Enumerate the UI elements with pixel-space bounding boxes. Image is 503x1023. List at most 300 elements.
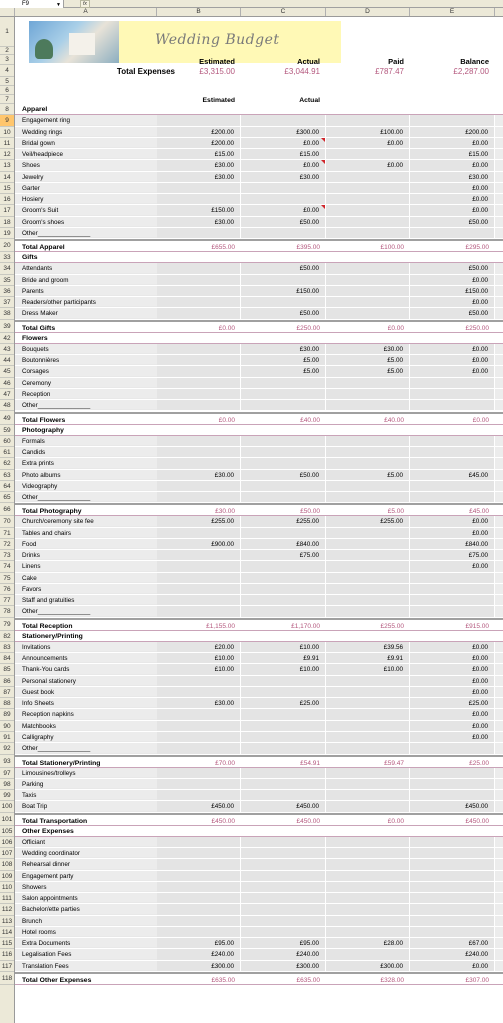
row-header[interactable]: 78: [0, 606, 14, 617]
cell-balance[interactable]: [410, 848, 495, 858]
row-header[interactable]: 20: [0, 239, 14, 252]
row-header[interactable]: 35: [0, 275, 14, 286]
cell-paid[interactable]: [326, 790, 410, 800]
cell-estimated[interactable]: £150.00: [157, 205, 241, 215]
cell-actual[interactable]: £0.00: [241, 160, 326, 170]
total-actual[interactable]: £635.00: [296, 976, 320, 984]
cell-actual[interactable]: [241, 927, 326, 937]
row-label[interactable]: Dress Maker: [22, 308, 157, 318]
row-header[interactable]: 87: [0, 687, 14, 698]
comment-indicator-icon[interactable]: [321, 205, 325, 209]
cell-balance[interactable]: [410, 768, 495, 778]
row-header[interactable]: 61: [0, 447, 14, 458]
row-header[interactable]: 48: [0, 400, 14, 411]
cell-balance[interactable]: [410, 859, 495, 869]
cell-estimated[interactable]: [157, 916, 241, 926]
row-header[interactable]: 84: [0, 653, 14, 664]
cell-balance[interactable]: £0.00: [410, 528, 495, 538]
cell-paid[interactable]: [326, 573, 410, 583]
row-header[interactable]: 89: [0, 709, 14, 720]
cell-estimated[interactable]: [157, 882, 241, 892]
cell-paid[interactable]: £0.00: [326, 160, 410, 170]
cell-paid[interactable]: £10.00: [326, 664, 410, 674]
cell-balance[interactable]: [410, 573, 495, 583]
cell-actual[interactable]: £15.00: [241, 149, 326, 159]
total-expenses-actual[interactable]: £3,044.91: [284, 67, 320, 76]
cell-actual[interactable]: [241, 275, 326, 285]
cell-paid[interactable]: [326, 183, 410, 193]
cell-balance[interactable]: £0.00: [410, 194, 495, 204]
cell-paid[interactable]: £0.00: [326, 138, 410, 148]
cell-paid[interactable]: [326, 595, 410, 605]
row-header[interactable]: 85: [0, 664, 14, 675]
total-estimated[interactable]: £1,155.00: [206, 622, 235, 630]
cell-estimated[interactable]: [157, 115, 241, 125]
cell-balance[interactable]: [410, 458, 495, 468]
row-header[interactable]: 117: [0, 961, 14, 972]
cell-paid[interactable]: [326, 779, 410, 789]
row-label[interactable]: Other_______________: [22, 492, 157, 502]
row-label[interactable]: Tables and chairs: [22, 528, 157, 538]
cell-actual[interactable]: [241, 447, 326, 457]
cell-estimated[interactable]: [157, 871, 241, 881]
cell-actual[interactable]: [241, 584, 326, 594]
row-header[interactable]: 34: [0, 263, 14, 274]
cell-estimated[interactable]: [157, 837, 241, 847]
row-header[interactable]: 63: [0, 470, 14, 481]
row-header[interactable]: 37: [0, 297, 14, 308]
row-label[interactable]: Other_______________: [22, 606, 157, 616]
cell-paid[interactable]: [326, 893, 410, 903]
cell-balance[interactable]: £15.00: [410, 149, 495, 159]
cell-balance[interactable]: [410, 481, 495, 491]
cell-balance[interactable]: [410, 779, 495, 789]
total-estimated[interactable]: £30.00: [215, 508, 235, 516]
row-label[interactable]: Parents: [22, 286, 157, 296]
cell-balance[interactable]: £0.00: [410, 961, 495, 971]
cell-actual[interactable]: £10.00: [241, 664, 326, 674]
row-label[interactable]: Rehearsal dinner: [22, 859, 157, 869]
cell-actual[interactable]: £50.00: [241, 470, 326, 480]
cell-balance[interactable]: £0.00: [410, 732, 495, 742]
cell-paid[interactable]: [326, 481, 410, 491]
cell-paid[interactable]: [326, 859, 410, 869]
cell-balance[interactable]: £0.00: [410, 205, 495, 215]
cell-estimated[interactable]: [157, 400, 241, 410]
cell-actual[interactable]: [241, 115, 326, 125]
cell-paid[interactable]: [326, 768, 410, 778]
row-header[interactable]: 9: [0, 115, 14, 126]
row-header[interactable]: 106: [0, 837, 14, 848]
cell-balance[interactable]: £0.00: [410, 344, 495, 354]
row-header[interactable]: 92: [0, 743, 14, 754]
cell-estimated[interactable]: [157, 263, 241, 273]
cell-actual[interactable]: [241, 389, 326, 399]
total-actual[interactable]: £395.00: [296, 244, 320, 252]
total-balance[interactable]: £45.00: [469, 508, 489, 516]
cell-paid[interactable]: [326, 263, 410, 273]
total-estimated[interactable]: £635.00: [211, 976, 235, 984]
cell-paid[interactable]: £5.00: [326, 366, 410, 376]
row-header[interactable]: 74: [0, 561, 14, 572]
cell-balance[interactable]: [410, 400, 495, 410]
cell-actual[interactable]: [241, 228, 326, 238]
cell-paid[interactable]: [326, 172, 410, 182]
row-header[interactable]: 6: [0, 86, 14, 95]
cell-paid[interactable]: [326, 458, 410, 468]
cell-balance[interactable]: £200.00: [410, 127, 495, 137]
cell-balance[interactable]: £0.00: [410, 709, 495, 719]
cell-balance[interactable]: [410, 893, 495, 903]
row-header[interactable]: 70: [0, 516, 14, 527]
cell-actual[interactable]: [241, 481, 326, 491]
row-header[interactable]: 108: [0, 859, 14, 870]
cell-paid[interactable]: £300.00: [326, 961, 410, 971]
row-label[interactable]: Linens: [22, 561, 157, 571]
row-label[interactable]: Engagement party: [22, 871, 157, 881]
total-balance[interactable]: £915.00: [465, 622, 489, 630]
row-label[interactable]: Boat Trip: [22, 801, 157, 811]
cell-actual[interactable]: £240.00: [241, 949, 326, 959]
cell-estimated[interactable]: [157, 275, 241, 285]
row-header[interactable]: 3: [0, 55, 14, 65]
cell-estimated[interactable]: [157, 297, 241, 307]
cell-estimated[interactable]: [157, 378, 241, 388]
row-label[interactable]: Candids: [22, 447, 157, 457]
cell-estimated[interactable]: £15.00: [157, 149, 241, 159]
cell-paid[interactable]: £28.00: [326, 938, 410, 948]
cell-paid[interactable]: [326, 848, 410, 858]
cell-actual[interactable]: [241, 904, 326, 914]
total-actual[interactable]: £40.00: [300, 416, 320, 424]
row-header[interactable]: 101: [0, 813, 14, 826]
cell-paid[interactable]: [326, 916, 410, 926]
cell-paid[interactable]: [326, 400, 410, 410]
cell-balance[interactable]: £50.00: [410, 263, 495, 273]
row-label[interactable]: Guest book: [22, 687, 157, 697]
cell-balance[interactable]: [410, 790, 495, 800]
cell-balance[interactable]: £0.00: [410, 366, 495, 376]
row-header[interactable]: 14: [0, 172, 14, 183]
row-label[interactable]: Church/ceremony site fee: [22, 516, 157, 526]
cell-actual[interactable]: [241, 297, 326, 307]
cell-balance[interactable]: £150.00: [410, 286, 495, 296]
total-paid[interactable]: £59.47: [384, 759, 404, 767]
row-label[interactable]: Invitations: [22, 642, 157, 652]
cell-paid[interactable]: [326, 447, 410, 457]
cell-balance[interactable]: £30.00: [410, 172, 495, 182]
cell-estimated[interactable]: [157, 436, 241, 446]
row-header[interactable]: 110: [0, 882, 14, 893]
row-header[interactable]: 38: [0, 308, 14, 319]
cell-paid[interactable]: [326, 709, 410, 719]
cell-balance[interactable]: [410, 389, 495, 399]
total-estimated[interactable]: £70.00: [215, 759, 235, 767]
cell-balance[interactable]: £75.00: [410, 550, 495, 560]
cell-balance[interactable]: [410, 436, 495, 446]
cell-estimated[interactable]: [157, 687, 241, 697]
cell-balance[interactable]: £0.00: [410, 183, 495, 193]
cell-balance[interactable]: £0.00: [410, 653, 495, 663]
row-header[interactable]: 100: [0, 801, 14, 812]
row-label[interactable]: Salon appointments: [22, 893, 157, 903]
row-header[interactable]: 99: [0, 790, 14, 801]
cell-estimated[interactable]: [157, 595, 241, 605]
total-expenses-balance[interactable]: £2,287.00: [453, 67, 489, 76]
cell-estimated[interactable]: [157, 308, 241, 318]
row-label[interactable]: Thank-You cards: [22, 664, 157, 674]
name-box[interactable]: [0, 0, 64, 8]
cell-estimated[interactable]: [157, 709, 241, 719]
cell-estimated[interactable]: [157, 561, 241, 571]
row-label[interactable]: Garter: [22, 183, 157, 193]
cell-balance[interactable]: £0.00: [410, 138, 495, 148]
cell-paid[interactable]: [326, 904, 410, 914]
cell-balance[interactable]: [410, 447, 495, 457]
cell-balance[interactable]: [410, 904, 495, 914]
row-label[interactable]: Cake: [22, 573, 157, 583]
cell-estimated[interactable]: [157, 768, 241, 778]
total-estimated[interactable]: £450.00: [211, 817, 235, 825]
row-header[interactable]: 4: [0, 65, 14, 77]
cell-actual[interactable]: £50.00: [241, 308, 326, 318]
row-label[interactable]: Other_______________: [22, 743, 157, 753]
cell-actual[interactable]: [241, 859, 326, 869]
cell-actual[interactable]: £75.00: [241, 550, 326, 560]
row-label[interactable]: Formals: [22, 436, 157, 446]
cell-balance[interactable]: £50.00: [410, 217, 495, 227]
function-icon[interactable]: fx: [80, 0, 90, 8]
row-label[interactable]: Reception: [22, 389, 157, 399]
row-label[interactable]: Hosiery: [22, 194, 157, 204]
row-label[interactable]: Wedding coordinator: [22, 848, 157, 858]
column-header-e[interactable]: E: [410, 8, 495, 16]
cell-paid[interactable]: [326, 698, 410, 708]
cell-paid[interactable]: [326, 308, 410, 318]
total-estimated[interactable]: £0.00: [218, 324, 235, 332]
row-header[interactable]: 17: [0, 205, 14, 216]
cell-balance[interactable]: £0.00: [410, 160, 495, 170]
row-header[interactable]: 109: [0, 871, 14, 882]
cell-paid[interactable]: [326, 882, 410, 892]
row-header[interactable]: 71: [0, 528, 14, 539]
cell-paid[interactable]: [326, 732, 410, 742]
cell-estimated[interactable]: [157, 447, 241, 457]
total-balance[interactable]: £307.00: [465, 976, 489, 984]
cell-estimated[interactable]: £95.00: [157, 938, 241, 948]
row-header[interactable]: 36: [0, 286, 14, 297]
cell-estimated[interactable]: [157, 606, 241, 616]
row-header[interactable]: 60: [0, 436, 14, 447]
cell-balance[interactable]: [410, 115, 495, 125]
row-header[interactable]: 15: [0, 183, 14, 194]
cell-balance[interactable]: £0.00: [410, 275, 495, 285]
row-label[interactable]: Extra Documents: [22, 938, 157, 948]
row-header[interactable]: 77: [0, 595, 14, 606]
total-balance[interactable]: £295.00: [465, 244, 489, 252]
cell-actual[interactable]: £255.00: [241, 516, 326, 526]
cell-paid[interactable]: £255.00: [326, 516, 410, 526]
cell-paid[interactable]: £30.00: [326, 344, 410, 354]
row-label[interactable]: Officiant: [22, 837, 157, 847]
row-header[interactable]: 39: [0, 320, 14, 333]
cell-balance[interactable]: £0.00: [410, 355, 495, 365]
cell-paid[interactable]: [326, 217, 410, 227]
cell-estimated[interactable]: [157, 366, 241, 376]
cell-estimated[interactable]: [157, 859, 241, 869]
row-label[interactable]: Bouquets: [22, 344, 157, 354]
cell-estimated[interactable]: £200.00: [157, 138, 241, 148]
cell-estimated[interactable]: £900.00: [157, 539, 241, 549]
row-label[interactable]: Photo albums: [22, 470, 157, 480]
cell-estimated[interactable]: [157, 528, 241, 538]
total-paid[interactable]: £0.00: [387, 817, 404, 825]
cell-estimated[interactable]: [157, 286, 241, 296]
cell-balance[interactable]: [410, 837, 495, 847]
cell-estimated[interactable]: [157, 848, 241, 858]
column-header-d[interactable]: D: [326, 8, 410, 16]
row-header[interactable]: 43: [0, 344, 14, 355]
row-label[interactable]: Boutonnières: [22, 355, 157, 365]
cell-estimated[interactable]: £30.00: [157, 172, 241, 182]
cell-paid[interactable]: [326, 743, 410, 753]
cell-actual[interactable]: [241, 848, 326, 858]
row-label[interactable]: Veil/headpiece: [22, 149, 157, 159]
row-label[interactable]: Parking: [22, 779, 157, 789]
cell-actual[interactable]: [241, 606, 326, 616]
row-header[interactable]: 47: [0, 389, 14, 400]
row-label[interactable]: Legalisation Fees: [22, 949, 157, 959]
cell-balance[interactable]: £840.00: [410, 539, 495, 549]
row-header[interactable]: 2: [0, 47, 14, 55]
row-label[interactable]: Reception napkins: [22, 709, 157, 719]
row-label[interactable]: Drinks: [22, 550, 157, 560]
cell-actual[interactable]: £30.00: [241, 172, 326, 182]
cell-balance[interactable]: £0.00: [410, 676, 495, 686]
cell-balance[interactable]: £450.00: [410, 801, 495, 811]
total-paid[interactable]: £328.00: [380, 976, 404, 984]
cell-paid[interactable]: [326, 584, 410, 594]
total-expenses-estimated[interactable]: £3,315.00: [199, 67, 235, 76]
total-paid[interactable]: £100.00: [380, 244, 404, 252]
name-box-dropdown-icon[interactable]: ▼: [56, 2, 61, 8]
row-header[interactable]: 8: [0, 104, 14, 115]
total-actual[interactable]: £1,170.00: [291, 622, 320, 630]
cell-actual[interactable]: £300.00: [241, 961, 326, 971]
total-paid[interactable]: £255.00: [380, 622, 404, 630]
total-balance[interactable]: £450.00: [465, 817, 489, 825]
row-label[interactable]: Matchbooks: [22, 721, 157, 731]
cell-paid[interactable]: [326, 492, 410, 502]
cell-estimated[interactable]: [157, 389, 241, 399]
cell-paid[interactable]: [326, 949, 410, 959]
row-header[interactable]: 66: [0, 503, 14, 516]
row-label[interactable]: Brunch: [22, 916, 157, 926]
cell-actual[interactable]: [241, 573, 326, 583]
cell-estimated[interactable]: [157, 779, 241, 789]
total-expenses-paid[interactable]: £787.47: [375, 67, 404, 76]
row-header[interactable]: 72: [0, 539, 14, 550]
cell-actual[interactable]: [241, 871, 326, 881]
cell-balance[interactable]: £0.00: [410, 516, 495, 526]
cell-paid[interactable]: [326, 389, 410, 399]
row-header[interactable]: 115: [0, 938, 14, 949]
cell-actual[interactable]: [241, 893, 326, 903]
cell-paid[interactable]: [326, 927, 410, 937]
cell-estimated[interactable]: [157, 344, 241, 354]
total-estimated[interactable]: £655.00: [211, 244, 235, 252]
cell-paid[interactable]: [326, 606, 410, 616]
cell-paid[interactable]: £5.00: [326, 470, 410, 480]
cell-actual[interactable]: [241, 595, 326, 605]
cell-paid[interactable]: [326, 837, 410, 847]
row-label[interactable]: Bachelor/ette parties: [22, 904, 157, 914]
cell-estimated[interactable]: [157, 732, 241, 742]
cell-paid[interactable]: [326, 721, 410, 731]
cell-estimated[interactable]: [157, 573, 241, 583]
row-label[interactable]: Personal stationery: [22, 676, 157, 686]
row-header[interactable]: 46: [0, 378, 14, 389]
cell-balance[interactable]: [410, 882, 495, 892]
cell-estimated[interactable]: [157, 721, 241, 731]
cell-estimated[interactable]: [157, 927, 241, 937]
cell-balance[interactable]: £0.00: [410, 721, 495, 731]
row-label[interactable]: Ceremony: [22, 378, 157, 388]
cell-estimated[interactable]: £30.00: [157, 698, 241, 708]
cell-balance[interactable]: [410, 378, 495, 388]
cell-actual[interactable]: £840.00: [241, 539, 326, 549]
cell-balance[interactable]: £0.00: [410, 687, 495, 697]
row-label[interactable]: Food: [22, 539, 157, 549]
cell-paid[interactable]: [326, 275, 410, 285]
row-label[interactable]: Bride and groom: [22, 275, 157, 285]
row-label[interactable]: Other_______________: [22, 228, 157, 238]
cell-actual[interactable]: [241, 528, 326, 538]
row-label[interactable]: Favors: [22, 584, 157, 594]
cell-estimated[interactable]: £450.00: [157, 801, 241, 811]
cell-estimated[interactable]: £240.00: [157, 949, 241, 959]
row-label[interactable]: Groom's Suit: [22, 205, 157, 215]
cell-balance[interactable]: [410, 927, 495, 937]
total-estimated[interactable]: £0.00: [218, 416, 235, 424]
row-label[interactable]: Jewelry: [22, 172, 157, 182]
row-header[interactable]: 97: [0, 768, 14, 779]
cell-estimated[interactable]: [157, 893, 241, 903]
cell-actual[interactable]: [241, 779, 326, 789]
cell-balance[interactable]: [410, 584, 495, 594]
row-header[interactable]: 18: [0, 217, 14, 228]
row-header[interactable]: 49: [0, 412, 14, 425]
row-label[interactable]: Taxis: [22, 790, 157, 800]
cell-actual[interactable]: [241, 916, 326, 926]
row-header[interactable]: 11: [0, 138, 14, 149]
row-header[interactable]: 76: [0, 584, 14, 595]
total-paid[interactable]: £40.00: [384, 416, 404, 424]
cell-actual[interactable]: [241, 837, 326, 847]
row-header[interactable]: 118: [0, 972, 14, 985]
row-header[interactable]: 88: [0, 698, 14, 709]
row-header[interactable]: 1: [0, 17, 14, 47]
row-label[interactable]: Videography: [22, 481, 157, 491]
row-header[interactable]: 5: [0, 77, 14, 86]
row-header[interactable]: 33: [0, 252, 14, 263]
total-balance[interactable]: £250.00: [465, 324, 489, 332]
cell-actual[interactable]: £5.00: [241, 355, 326, 365]
total-actual[interactable]: £50.00: [300, 508, 320, 516]
cell-estimated[interactable]: [157, 790, 241, 800]
cell-actual[interactable]: [241, 194, 326, 204]
row-label[interactable]: Attendants: [22, 263, 157, 273]
